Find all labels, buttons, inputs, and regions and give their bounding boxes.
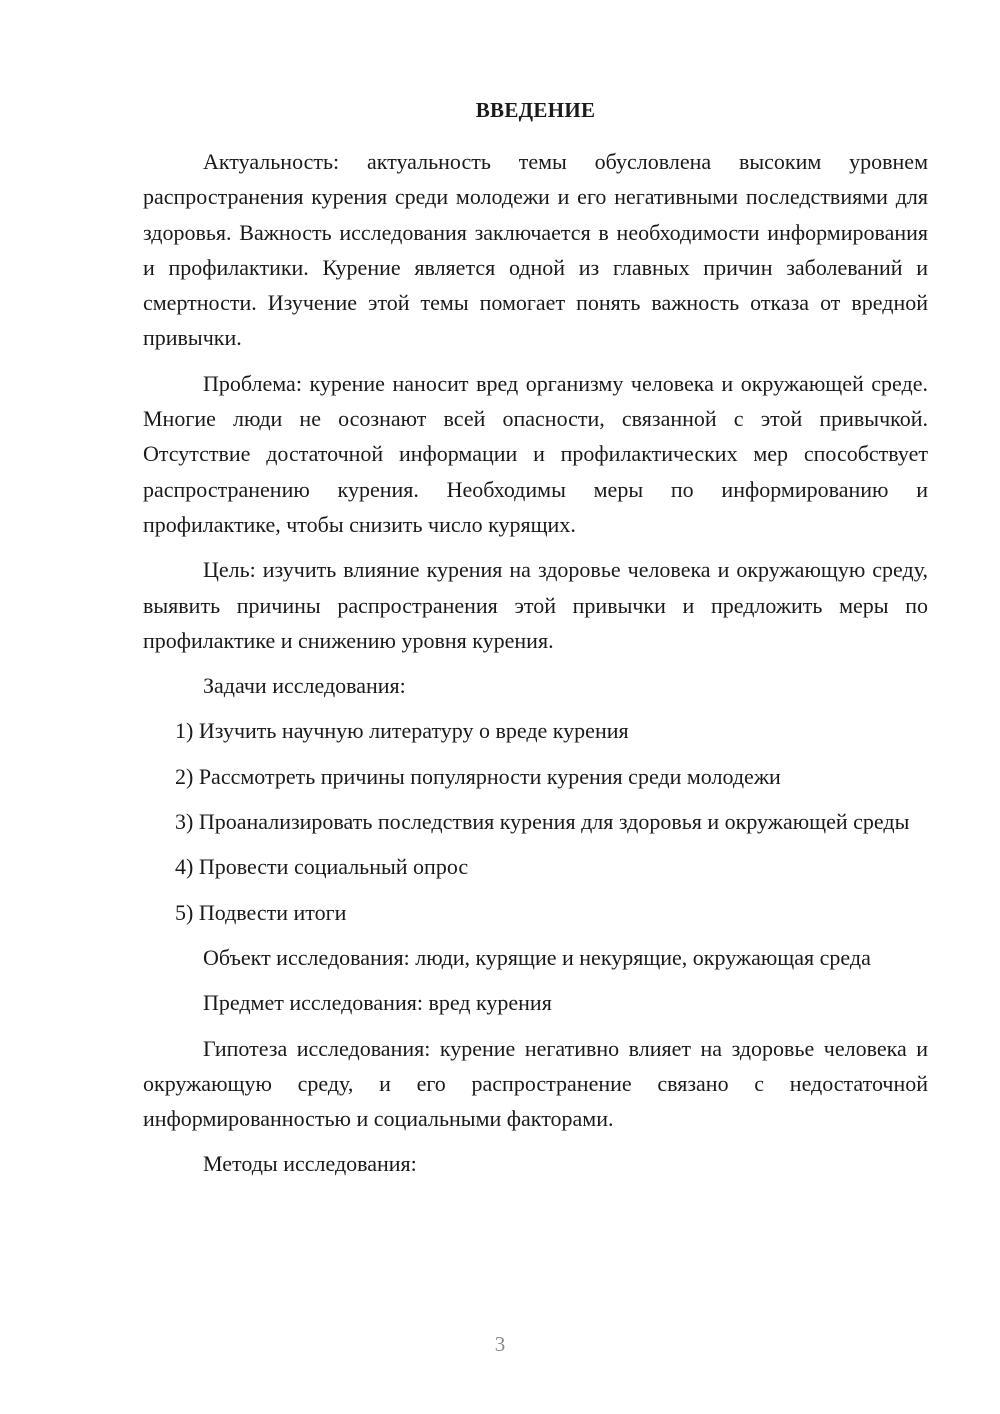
tasks-heading: Задачи исследования: [203,673,406,699]
list-item: 3) Проанализировать последствия курения для здоровья и окружающей среды [175,809,910,835]
list-item: 2) Рассмотреть причины популярности курения среди молодежи [175,763,781,789]
goal-paragraph: Цель: изучить влияние курения на здоровье человека и окружающую среду, выявить причины распространения этой привычки и предложить меры по профилактике и снижению уровня курения. [143,557,928,653]
list-item: 5) Подвести итоги [175,899,347,925]
list-item: 4) Провести социальный опрос [175,854,469,880]
problem-paragraph: Проблема: курение наносит вред организму человека и окружающей среде. Многие люди не осознают всей опасности, связанной с этой привычкой. Отсутствие достаточной информации и профилактических мер способствует распространению курения. Необходимы меры по информированию и профилактике, чтобы снизить число курящих. [143,370,928,537]
methods-heading: Методы исследования: [203,1151,417,1177]
relevance-paragraph: Актуальность: актуальность темы обусловлена высоким уровнем распространения курения среди молодежи и его негативными последствиями для здоровья. Важность исследования заключается в необходимости информирования и профилактики. Курение является одной из главных причин заболеваний и смертности. Изучение этой темы помогает понять важность отказа от вредной привычки. [143,149,928,351]
page-content [143,92,928,1182]
hypothesis-paragraph: Гипотеза исследования: курение негативно влияет на здоровье человека и окружающую среду, и его распространение связано с недостаточной информированностью и социальными факторами. [143,1035,928,1132]
page-number: 3 [494,1332,506,1356]
subject-paragraph: Предмет исследования: вред курения [203,990,552,1016]
object-paragraph: Объект исследования: люди, курящие и некурящие, окружающая среда [203,944,871,970]
page-title: ВВЕДЕНИЕ [475,98,596,122]
tasks-list [143,713,928,929]
list-item: 1) Изучить научную литературу о вреде курения [175,718,629,744]
